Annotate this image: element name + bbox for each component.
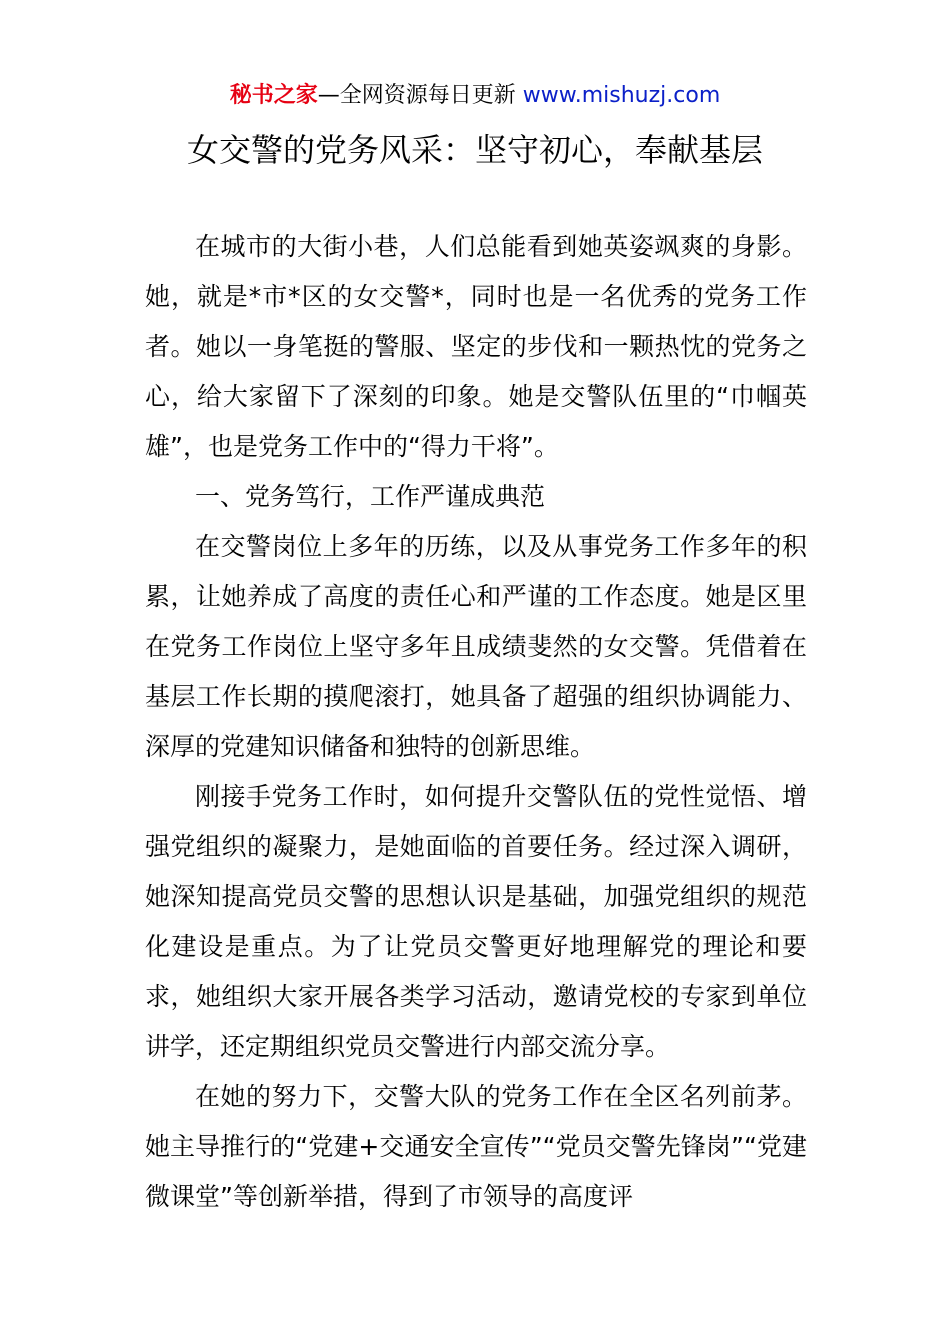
document-title: 女交警的党务风采：坚守初心，奉献基层 (186, 131, 763, 169)
section-heading-1: 一、党务笃行，工作严谨成典范 (195, 482, 546, 511)
paragraph-intro: 在城市的大街小巷，人们总能看到她英姿飒爽的身影。她，就是*市*区的女交警*，同时也是一名优秀的党务工作者。她以一身笔挺的警服、坚定的步伐和一颗热忱的党务之心，给大家留下了深刻的印象。她是交警队伍里的“巾帼英雄”，也是党务工作中的“得力干将”。 (145, 232, 807, 461)
document-body (145, 222, 807, 1222)
site-header (0, 80, 950, 112)
site-brand: 秘书之家 (229, 83, 318, 108)
paragraph-experience: 在交警岗位上多年的历练，以及从事党务工作多年的积累，让她养成了高度的责任心和严谨的工作态度。她是区里在党务工作岗位上坚守多年且成绩斐然的女交警。凭借着在基层工作长期的摸爬滚打，她具备了超强的组织协调能力、深厚的党建知识储备和独特的创新思维。 (145, 532, 807, 761)
paragraph-achievements: 在她的努力下，交警大队的党务工作在全区名列前茅。她主导推行的“党建+交通安全宣传”“党员交警先锋岗”“党建微课堂”等创新举措，得到了市领导的高度评 (145, 1082, 807, 1211)
site-slogan: —全网资源每日更新 (317, 83, 516, 108)
site-url-link[interactable]: www.mishuzj.com (522, 83, 721, 108)
paragraph-first-task: 刚接手党务工作时，如何提升交警队伍的党性觉悟、增强党组织的凝聚力，是她面临的首要任务。经过深入调研，她深知提高党员交警的思想认识是基础，加强党组织的规范化建设是重点。为了让党员交警更好地理解党的理论和要求，她组织大家开展各类学习活动，邀请党校的专家到单位讲学，还定期组织党员交警进行内部交流分享。 (145, 782, 807, 1061)
